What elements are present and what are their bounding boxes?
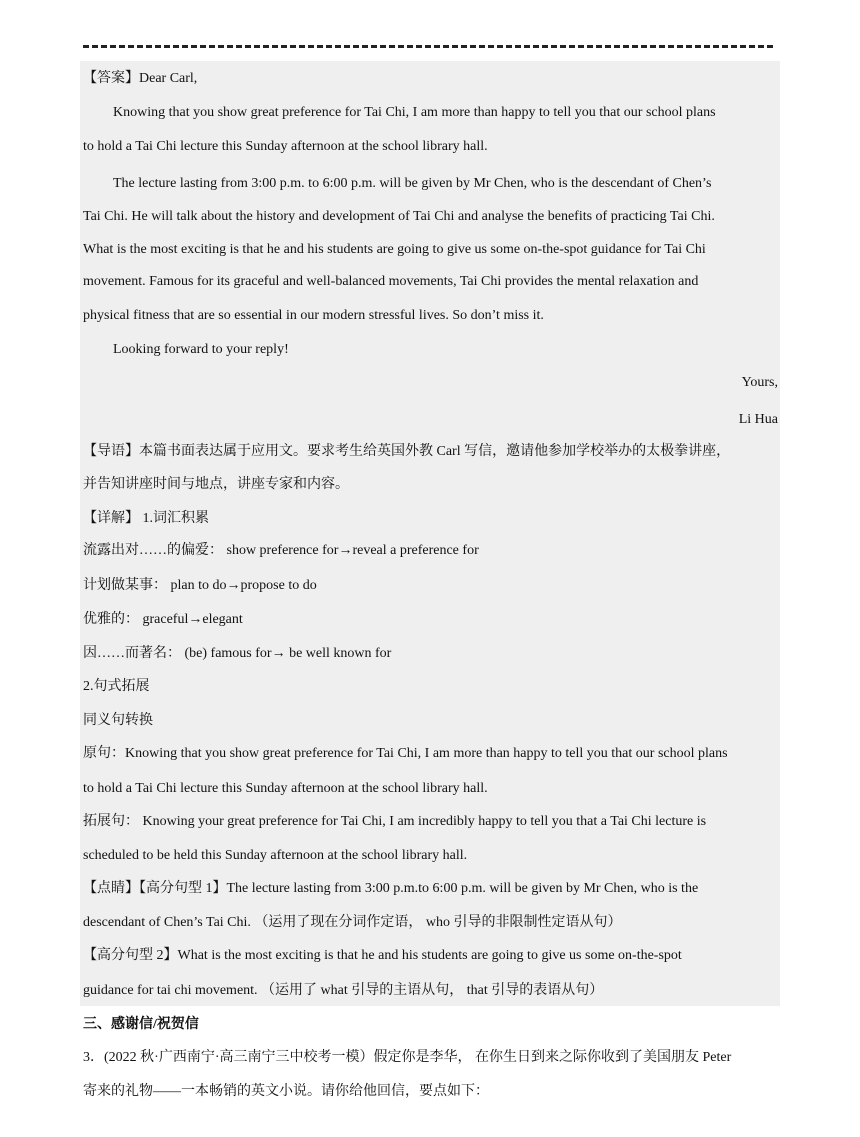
answer-tag-line	[83, 70, 197, 88]
highlight-line1: 【点睛】【高分句型 1】The lecture lasting from 3:00 p.m.to 6:00 p.m. will be given by Mr Chen, who is the	[83, 881, 699, 896]
question-line2: 寄来的礼物——一本畅销的英文小说。请你给他回信，要点如下：	[83, 1084, 489, 1099]
letter-p2-line2: Tai Chi. He will talk about the history and development of Tai Chi and analyse the benefits of practicing Tai Chi.	[83, 209, 715, 224]
letter-p1-line2: to hold a Tai Chi lecture this Sunday afternoon at the school library hall.	[83, 139, 488, 154]
original-sentence-line2: to hold a Tai Chi lecture this Sunday afternoon at the school library hall.	[83, 781, 488, 796]
letter-p2-line1: The lecture lasting from 3:00 p.m. to 6:00 p.m. will be given by Mr Chen, who is the descendant of Chen’s	[113, 176, 712, 191]
letter-p1-line1: Knowing that you show great preference for Tai Chi, I am more than happy to tell you that our school plans	[113, 105, 716, 120]
letter-greeting: Dear Carl,	[139, 71, 198, 86]
letter-p2-line5: physical fitness that are so essential in our modern stressful lives. So don’t miss it.	[83, 308, 544, 323]
answer-tag: 【答案】	[83, 71, 139, 86]
synonym-heading: 同义句转换	[83, 713, 153, 728]
question-line1: 3．(2022 秋·广西南宁·高三南宁三中校考一模）假定你是李华， 在你生日到来之际你收到了美国朋友 Peter	[83, 1050, 732, 1065]
expanded-sentence-line1: 拓展句： Knowing your great preference for Tai Chi, I am incredibly happy to tell you that a Tai Chi lecture is	[83, 814, 707, 829]
highlight-line4: guidance for tai chi movement. （运用了 what 引导的主语从句， that 引导的表语从句）	[83, 983, 604, 998]
section-heading: 三、感谢信/祝贺信	[83, 1017, 199, 1032]
letter-signature: Li Hua	[738, 412, 778, 427]
letter-closing: Yours,	[741, 375, 778, 390]
guide-line2: 并告知讲座时间与地点，讲座专家和内容。	[83, 477, 349, 492]
vocab-item: 流露出对……的偏爱： show preference for→reveal a preference for	[83, 543, 479, 558]
vocab-item: 因……而著名： (be) famous for→ be well known for	[83, 646, 392, 661]
vocab-item: 计划做某事： plan to do→propose to do	[83, 578, 317, 593]
guide-line1: 【导语】本篇书面表达属于应用文。要求考生给英国外教 Carl 写信，邀请他参加学校举办的太极拳讲座，	[83, 444, 731, 459]
top-dashed-divider	[83, 45, 773, 48]
highlight-line2: descendant of Chen’s Tai Chi. （运用了现在分词作定语， who 引导的非限制性定语从句）	[83, 915, 622, 930]
letter-p2-line4: movement. Famous for its graceful and well-balanced movements, Tai Chi provides the mental relaxation and	[83, 274, 699, 289]
highlight-line3: 【高分句型 2】What is the most exciting is that he and his students are going to give us some on-the-spot	[83, 948, 682, 963]
expanded-sentence-line2: scheduled to be held this Sunday afternoon at the school library hall.	[83, 848, 468, 863]
detail-heading: 【详解】 1.词汇积累	[83, 511, 209, 526]
original-sentence-line1: 原句：Knowing that you show great preference for Tai Chi, I am more than happy to tell you that our school plans	[83, 746, 728, 761]
letter-p2-line3: What is the most exciting is that he and his students are going to give us some on-the-spot guidance for Tai Chi	[83, 242, 706, 257]
vocab-item: 优雅的： graceful→elegant	[83, 612, 243, 627]
sentence-heading: 2.句式拓展	[83, 679, 150, 694]
letter-p3: Looking forward to your reply!	[113, 342, 289, 357]
